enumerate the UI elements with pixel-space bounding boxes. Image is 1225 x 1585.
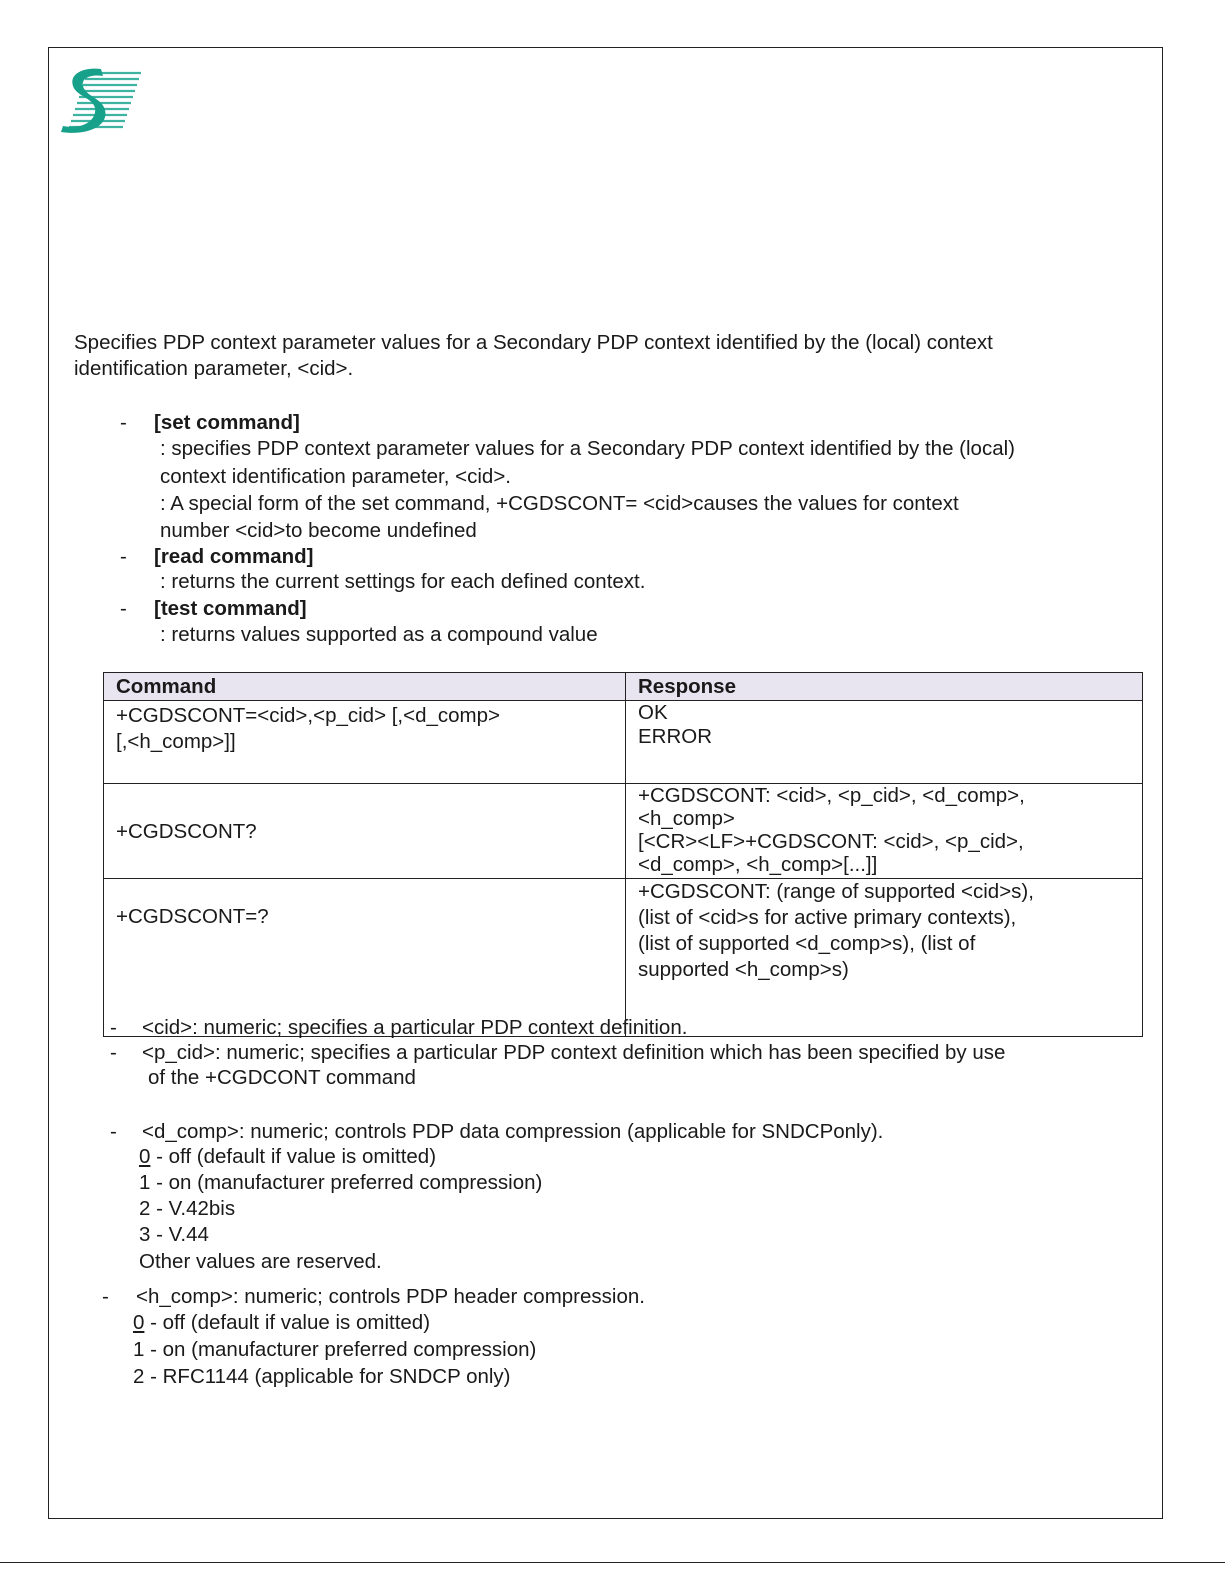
table-row bbox=[104, 879, 1143, 1037]
bullet-dash: - bbox=[120, 597, 127, 620]
table-row bbox=[104, 701, 1143, 784]
company-logo bbox=[57, 66, 145, 134]
param-h-comp-value: 1 - on (manufacturer preferred compression) bbox=[133, 1338, 537, 1361]
bullet-dash: - bbox=[120, 411, 127, 434]
test-command-desc: : returns values supported as a compound value bbox=[160, 623, 598, 646]
set-command-desc-3: : A special form of the set command, +CGDSCONT= <cid>causes the values for context bbox=[160, 492, 959, 515]
set-command-desc-1: : specifies PDP context parameter values for a Secondary PDP context identified by the (local) bbox=[160, 437, 1015, 460]
default-value: 0 bbox=[139, 1145, 151, 1168]
default-value: 0 bbox=[133, 1311, 145, 1334]
param-h-comp-value: 2 - RFC1144 (applicable for SNDCP only) bbox=[133, 1365, 511, 1388]
intro-line-2: identification parameter, <cid>. bbox=[74, 357, 354, 380]
command-cell: +CGDSCONT=? bbox=[104, 879, 626, 1037]
param-d-comp-value: 2 - V.42bis bbox=[139, 1197, 236, 1220]
test-command-title: [test command] bbox=[154, 597, 307, 620]
param-d-comp-title: <d_comp>: numeric; controls PDP data compression (applicable for SNDCPonly). bbox=[142, 1120, 884, 1143]
bullet-dash: - bbox=[110, 1041, 117, 1064]
bottom-rule bbox=[0, 1562, 1225, 1563]
command-cell: +CGDSCONT? bbox=[104, 784, 626, 879]
table-row bbox=[104, 784, 1143, 879]
column-header-response: Response bbox=[626, 673, 1143, 701]
param-p-cid-line-1: <p_cid>: numeric; specifies a particular PDP context definition which has been specified by use bbox=[142, 1041, 1006, 1064]
command-response-table bbox=[103, 672, 1143, 1037]
table-header-row bbox=[104, 673, 1143, 701]
param-h-comp-title: <h_comp>: numeric; controls PDP header compression. bbox=[136, 1285, 645, 1308]
response-cell: +CGDSCONT: (range of supported <cid>s), (list of <cid>s for active primary contexts), (list of supported <d_comp>s), (list of supported <h_comp>s) bbox=[626, 879, 1143, 1037]
column-header-command: Command bbox=[104, 673, 626, 701]
bullet-dash: - bbox=[120, 545, 127, 568]
param-d-comp-value: 1 - on (manufacturer preferred compression) bbox=[139, 1171, 543, 1194]
command-cell: +CGDSCONT=<cid>,<p_cid> [,<d_comp> [,<h_comp>]] bbox=[104, 701, 626, 784]
response-cell: OK ERROR bbox=[626, 701, 1143, 784]
default-label: - off (default if value is omitted) bbox=[150, 1145, 437, 1168]
param-cid: <cid>: numeric; specifies a particular PDP context definition. bbox=[142, 1016, 688, 1039]
default-label: - off (default if value is omitted) bbox=[144, 1311, 431, 1334]
intro-line-1: Specifies PDP context parameter values for a Secondary PDP context identified by the (local) context bbox=[74, 331, 993, 354]
bullet-dash: - bbox=[110, 1120, 117, 1143]
read-command-title: [read command] bbox=[154, 545, 314, 568]
param-p-cid-line-2: of the +CGDCONT command bbox=[148, 1066, 416, 1089]
read-command-desc: : returns the current settings for each defined context. bbox=[160, 570, 646, 593]
set-command-desc-4: number <cid>to become undefined bbox=[160, 519, 477, 542]
set-command-title: [set command] bbox=[154, 411, 300, 434]
param-d-comp-value: 3 - V.44 bbox=[139, 1223, 209, 1246]
bullet-dash: - bbox=[102, 1285, 109, 1308]
param-h-comp-default bbox=[133, 1310, 430, 1336]
response-cell: +CGDSCONT: <cid>, <p_cid>, <d_comp>, <h_comp> [<CR><LF>+CGDSCONT: <cid>, <p_cid>, <d_comp>, <h_comp>[...]] bbox=[626, 784, 1143, 879]
bullet-dash: - bbox=[110, 1016, 117, 1039]
param-d-comp-note: Other values are reserved. bbox=[139, 1250, 382, 1273]
set-command-desc-2: context identification parameter, <cid>. bbox=[160, 465, 511, 488]
param-d-comp-default bbox=[139, 1144, 436, 1170]
